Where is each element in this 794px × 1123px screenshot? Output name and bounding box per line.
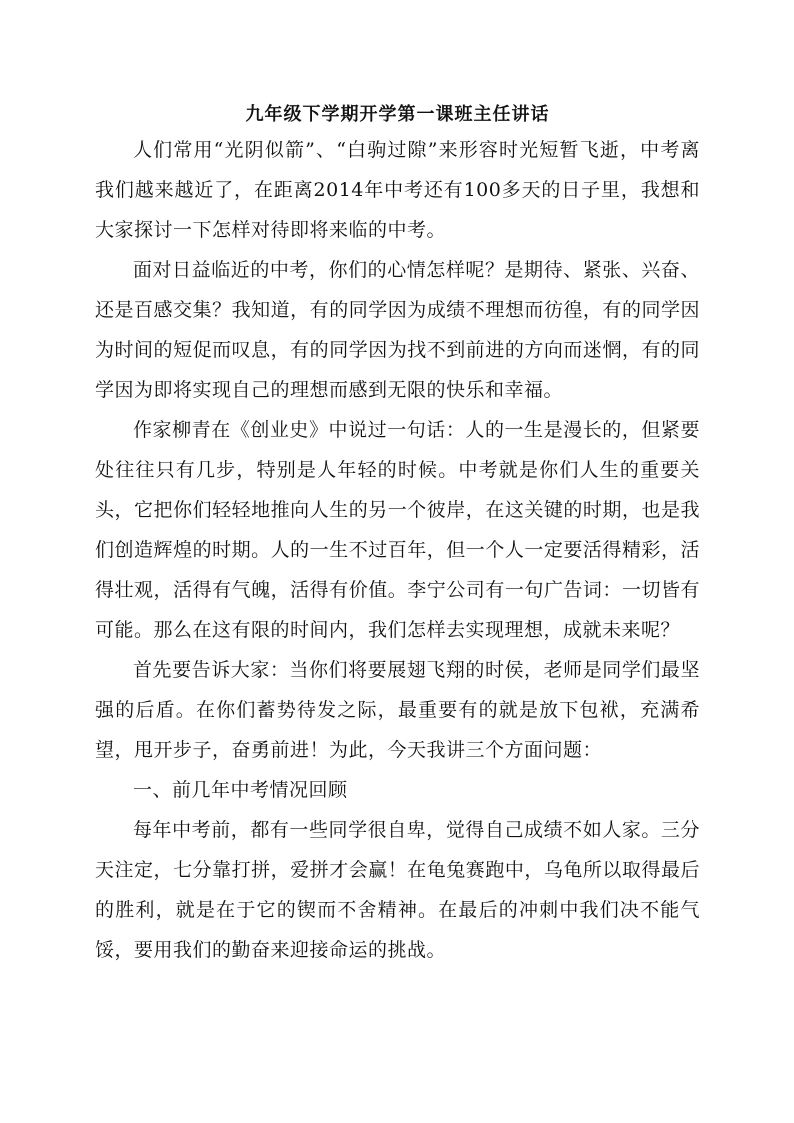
paragraph-quote: 作家柳青在《创业史》中说过一句话：人的一生是漫长的，但紧要处往往只有几步，特别是人年轻的时候。中考就是你们人生的重要关头，它把你们轻轻地推向人生的另一个彼岸，在这关键的时期，也是我们创造辉煌的时期。人的一生不过百年，但一个人一定要活得精彩，活得壮观，活得有气魄，活得有价值。李宁公司有一句广告词：一切皆有可能。那么在这有限的时间内，我们怎样去实现理想，成就未来呢？ (95, 419, 700, 641)
document-title: 九年级下学期开学第一课班主任讲话 (245, 104, 550, 125)
section-heading: 一、前几年中考情况回顾 (133, 779, 348, 801)
paragraph-encouragement: 首先要告诉大家：当你们将要展翅飞翔的时侯，老师是同学们最坚强的后盾。在你们蓄势待发之际，最重要有的就是放下包袱，充满希望，甩开步子，奋勇前进！为此，今天我讲三个方面问题： (95, 659, 700, 761)
paragraph-review: 每年中考前，都有一些同学很自卑，觉得自己成绩不如人家。三分天注定，七分靠打拼，爱拼才会赢！在龟兔赛跑中，乌龟所以取得最后的胜利，就是在于它的锲而不舍精神。在最后的冲刺中我们决不能气馁，要用我们的勤奋来迎接命运的挑战。 (95, 819, 700, 961)
document-body (95, 100, 700, 970)
paragraph-feelings: 面对日益临近的中考，你们的心情怎样呢？是期待、紧张、兴奋、还是百感交集？我知道，有的同学因为成绩不理想而彷徨，有的同学因为时间的短促而叹息，有的同学因为找不到前进的方向而迷惘，有的同学因为即将实现自己的理想而感到无限的快乐和幸福。 (95, 259, 700, 401)
paragraph-intro: 人们常用“光阴似箭”、“白驹过隙”来形容时光短暂飞逝，中考离我们越来越近了，在距离2014年中考还有100多天的日子里，我想和大家探讨一下怎样对待即将来临的中考。 (95, 139, 700, 241)
